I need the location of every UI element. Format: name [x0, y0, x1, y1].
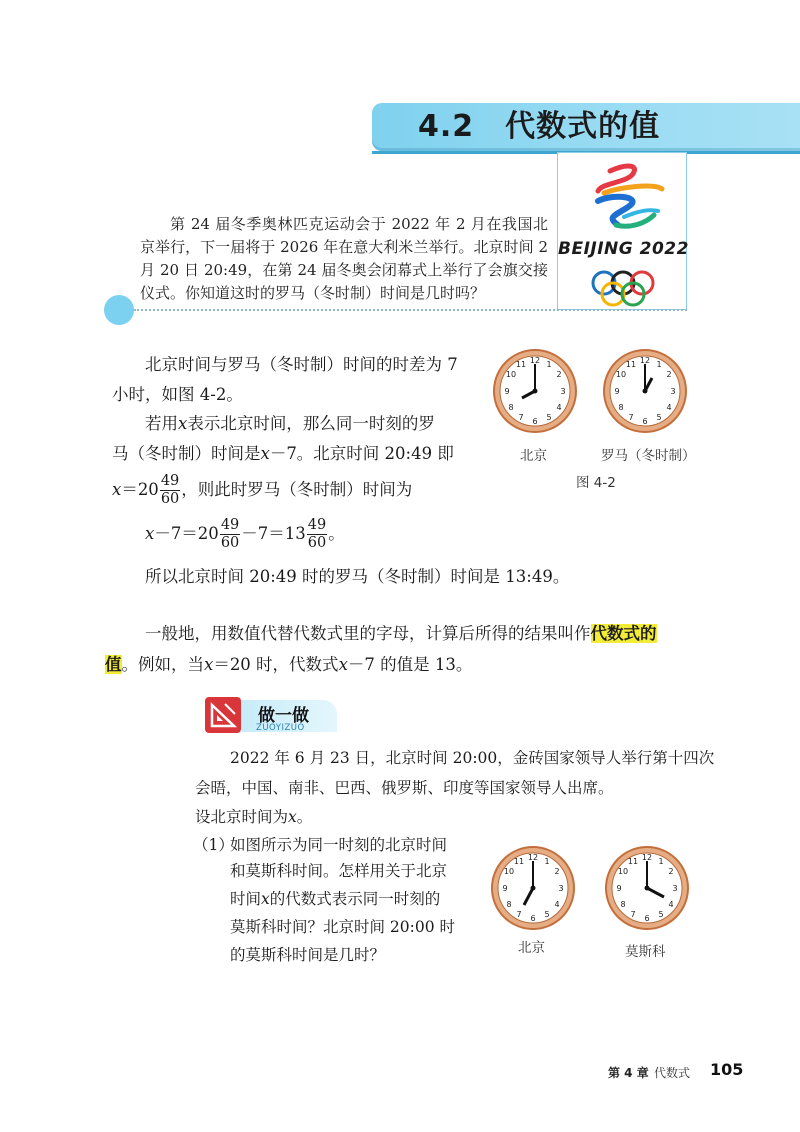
- footer-chapter: 第 4 章: [608, 1066, 649, 1080]
- svg-text:11: 11: [627, 857, 639, 866]
- svg-text:6: 6: [530, 914, 536, 923]
- svg-text:4: 4: [666, 403, 672, 412]
- clock-beijing-icon: [492, 348, 578, 434]
- svg-text:11: 11: [625, 360, 637, 369]
- body-line-4: 马（冬时制）时间是x－7。北京时间 20:49 即: [112, 444, 454, 463]
- svg-text:7: 7: [516, 910, 522, 919]
- svg-text:5: 5: [658, 910, 664, 919]
- svg-text:4: 4: [556, 403, 562, 412]
- question-line-2: 和莫斯科时间。怎样用关于北京: [230, 862, 448, 880]
- svg-text:12: 12: [529, 356, 541, 365]
- svg-text:2: 2: [668, 867, 674, 876]
- svg-text:1: 1: [656, 360, 662, 369]
- svg-text:8: 8: [508, 403, 514, 412]
- body-line-3: 若用x表示北京时间，那么同一时刻的罗: [145, 414, 435, 433]
- divider-circle-icon: [104, 295, 134, 325]
- svg-text:1: 1: [546, 360, 552, 369]
- svg-text:7: 7: [518, 413, 524, 422]
- svg-text:5: 5: [546, 413, 552, 422]
- doit-subtitle: ZUOYIZUO: [256, 723, 305, 733]
- svg-text:12: 12: [641, 853, 653, 862]
- clock-moscow-icon: [604, 845, 690, 931]
- section-title: 4.2 代数式的值: [418, 109, 661, 144]
- body-line-6: 所以北京时间 20:49 时的罗马（冬时制）时间是 13:49。: [145, 567, 570, 586]
- svg-text:5: 5: [544, 910, 550, 919]
- winter-olympics-emblem-icon: [558, 153, 688, 311]
- svg-text:3: 3: [670, 387, 676, 396]
- question-line-3: 时间x的代数式表示同一时刻的: [230, 890, 441, 908]
- svg-text:3: 3: [558, 884, 564, 893]
- fraction: $\frac{49}{60}$: [307, 517, 327, 551]
- svg-text:3: 3: [672, 884, 678, 893]
- svg-text:1: 1: [544, 857, 550, 866]
- logo-text: BEIJING 2022: [558, 239, 689, 259]
- svg-text:8: 8: [618, 403, 624, 412]
- doit-line-1: 2022 年 6 月 23 日，北京时间 20:00，金砖国家领导人举行第十四次: [230, 749, 715, 767]
- question-line-5: 的莫斯科时间是几时？: [230, 946, 386, 964]
- svg-text:8: 8: [506, 900, 512, 909]
- equation-line: x－7＝20 $\frac{49}{60}$ －7＝13 $\frac{49}{60}$ 。: [145, 517, 345, 551]
- svg-text:10: 10: [615, 370, 627, 379]
- footer-chapter-name: 代数式: [654, 1066, 691, 1080]
- definition-line-2: 值。例如，当x＝20 时，代数式x－7 的值是 13。: [105, 655, 473, 674]
- clock-label-beijing: 北京: [520, 448, 547, 464]
- svg-text:9: 9: [616, 884, 622, 893]
- svg-text:11: 11: [515, 360, 527, 369]
- svg-text:9: 9: [614, 387, 620, 396]
- body-line-5: x＝20 $\frac{49}{60}$ ，则此时罗马（冬时制）时间为: [112, 473, 413, 507]
- svg-text:9: 9: [504, 387, 510, 396]
- ruler-triangle-icon: [205, 697, 241, 733]
- svg-text:4: 4: [668, 900, 674, 909]
- svg-text:4: 4: [554, 900, 560, 909]
- doit-line-2: 会晤，中国、南非、巴西、俄罗斯、印度等国家领导人出席。: [195, 779, 614, 797]
- clock-label-moscow: 莫斯科: [625, 944, 666, 960]
- svg-text:9: 9: [502, 884, 508, 893]
- svg-text:7: 7: [630, 910, 636, 919]
- clock-label-rome: 罗马（冬时制）: [601, 448, 696, 464]
- svg-text:10: 10: [503, 867, 515, 876]
- definition-line-1: 一般地，用数值代替代数式里的字母，计算后所得的结果叫作代数式的: [145, 624, 657, 643]
- highlighted-term: 代数式的: [590, 624, 657, 643]
- body-line-2: 小时，如图 4-2。: [112, 385, 243, 404]
- question-line-4: 莫斯科时间？北京时间 20:00 时: [230, 918, 456, 936]
- figure-caption: 图 4-2: [576, 475, 616, 491]
- svg-text:12: 12: [527, 853, 539, 862]
- clock-rome-icon: [602, 348, 688, 434]
- svg-text:1: 1: [658, 857, 664, 866]
- fraction: $\frac{49}{60}$: [220, 517, 240, 551]
- svg-text:12: 12: [639, 356, 651, 365]
- beijing-2022-logo: [557, 152, 687, 310]
- doit-line-3: 设北京时间为x。: [195, 808, 313, 826]
- question-line-1: 如图所示为同一时刻的北京时间: [230, 836, 448, 854]
- question-number: （1）: [193, 836, 234, 854]
- svg-text:6: 6: [644, 914, 650, 923]
- doit-title: 做一做: [258, 706, 309, 726]
- body-line-1: 北京时间与罗马（冬时制）时间的时差为 7: [145, 355, 458, 374]
- svg-text:5: 5: [656, 413, 662, 422]
- svg-text:10: 10: [505, 370, 517, 379]
- svg-text:6: 6: [642, 417, 648, 426]
- svg-text:6: 6: [532, 417, 538, 426]
- svg-text:11: 11: [513, 857, 525, 866]
- svg-text:7: 7: [628, 413, 634, 422]
- svg-text:2: 2: [554, 867, 560, 876]
- clock-beijing-2-icon: [490, 845, 576, 931]
- svg-text:8: 8: [620, 900, 626, 909]
- clock-label-beijing-2: 北京: [518, 940, 545, 956]
- fraction: $\frac{49}{60}$: [160, 473, 180, 507]
- highlighted-term: 值: [105, 655, 122, 674]
- intro-paragraph: 第 24 届冬季奥林匹克运动会于 2022 年 2 月在我国北京举行，下一届将于 2026 年在意大利米兰举行。北京时间 2 月 20 日 20:49，在第 24 届冬奥会闭幕式上举行了会旗交接仪式。你知道这时的罗马（冬时制）时间是几时吗？: [140, 215, 548, 302]
- page-number: 105: [710, 1060, 744, 1079]
- svg-text:2: 2: [666, 370, 672, 379]
- dotted-divider: [134, 309, 687, 311]
- svg-text:10: 10: [617, 867, 629, 876]
- svg-text:2: 2: [556, 370, 562, 379]
- svg-text:3: 3: [560, 387, 566, 396]
